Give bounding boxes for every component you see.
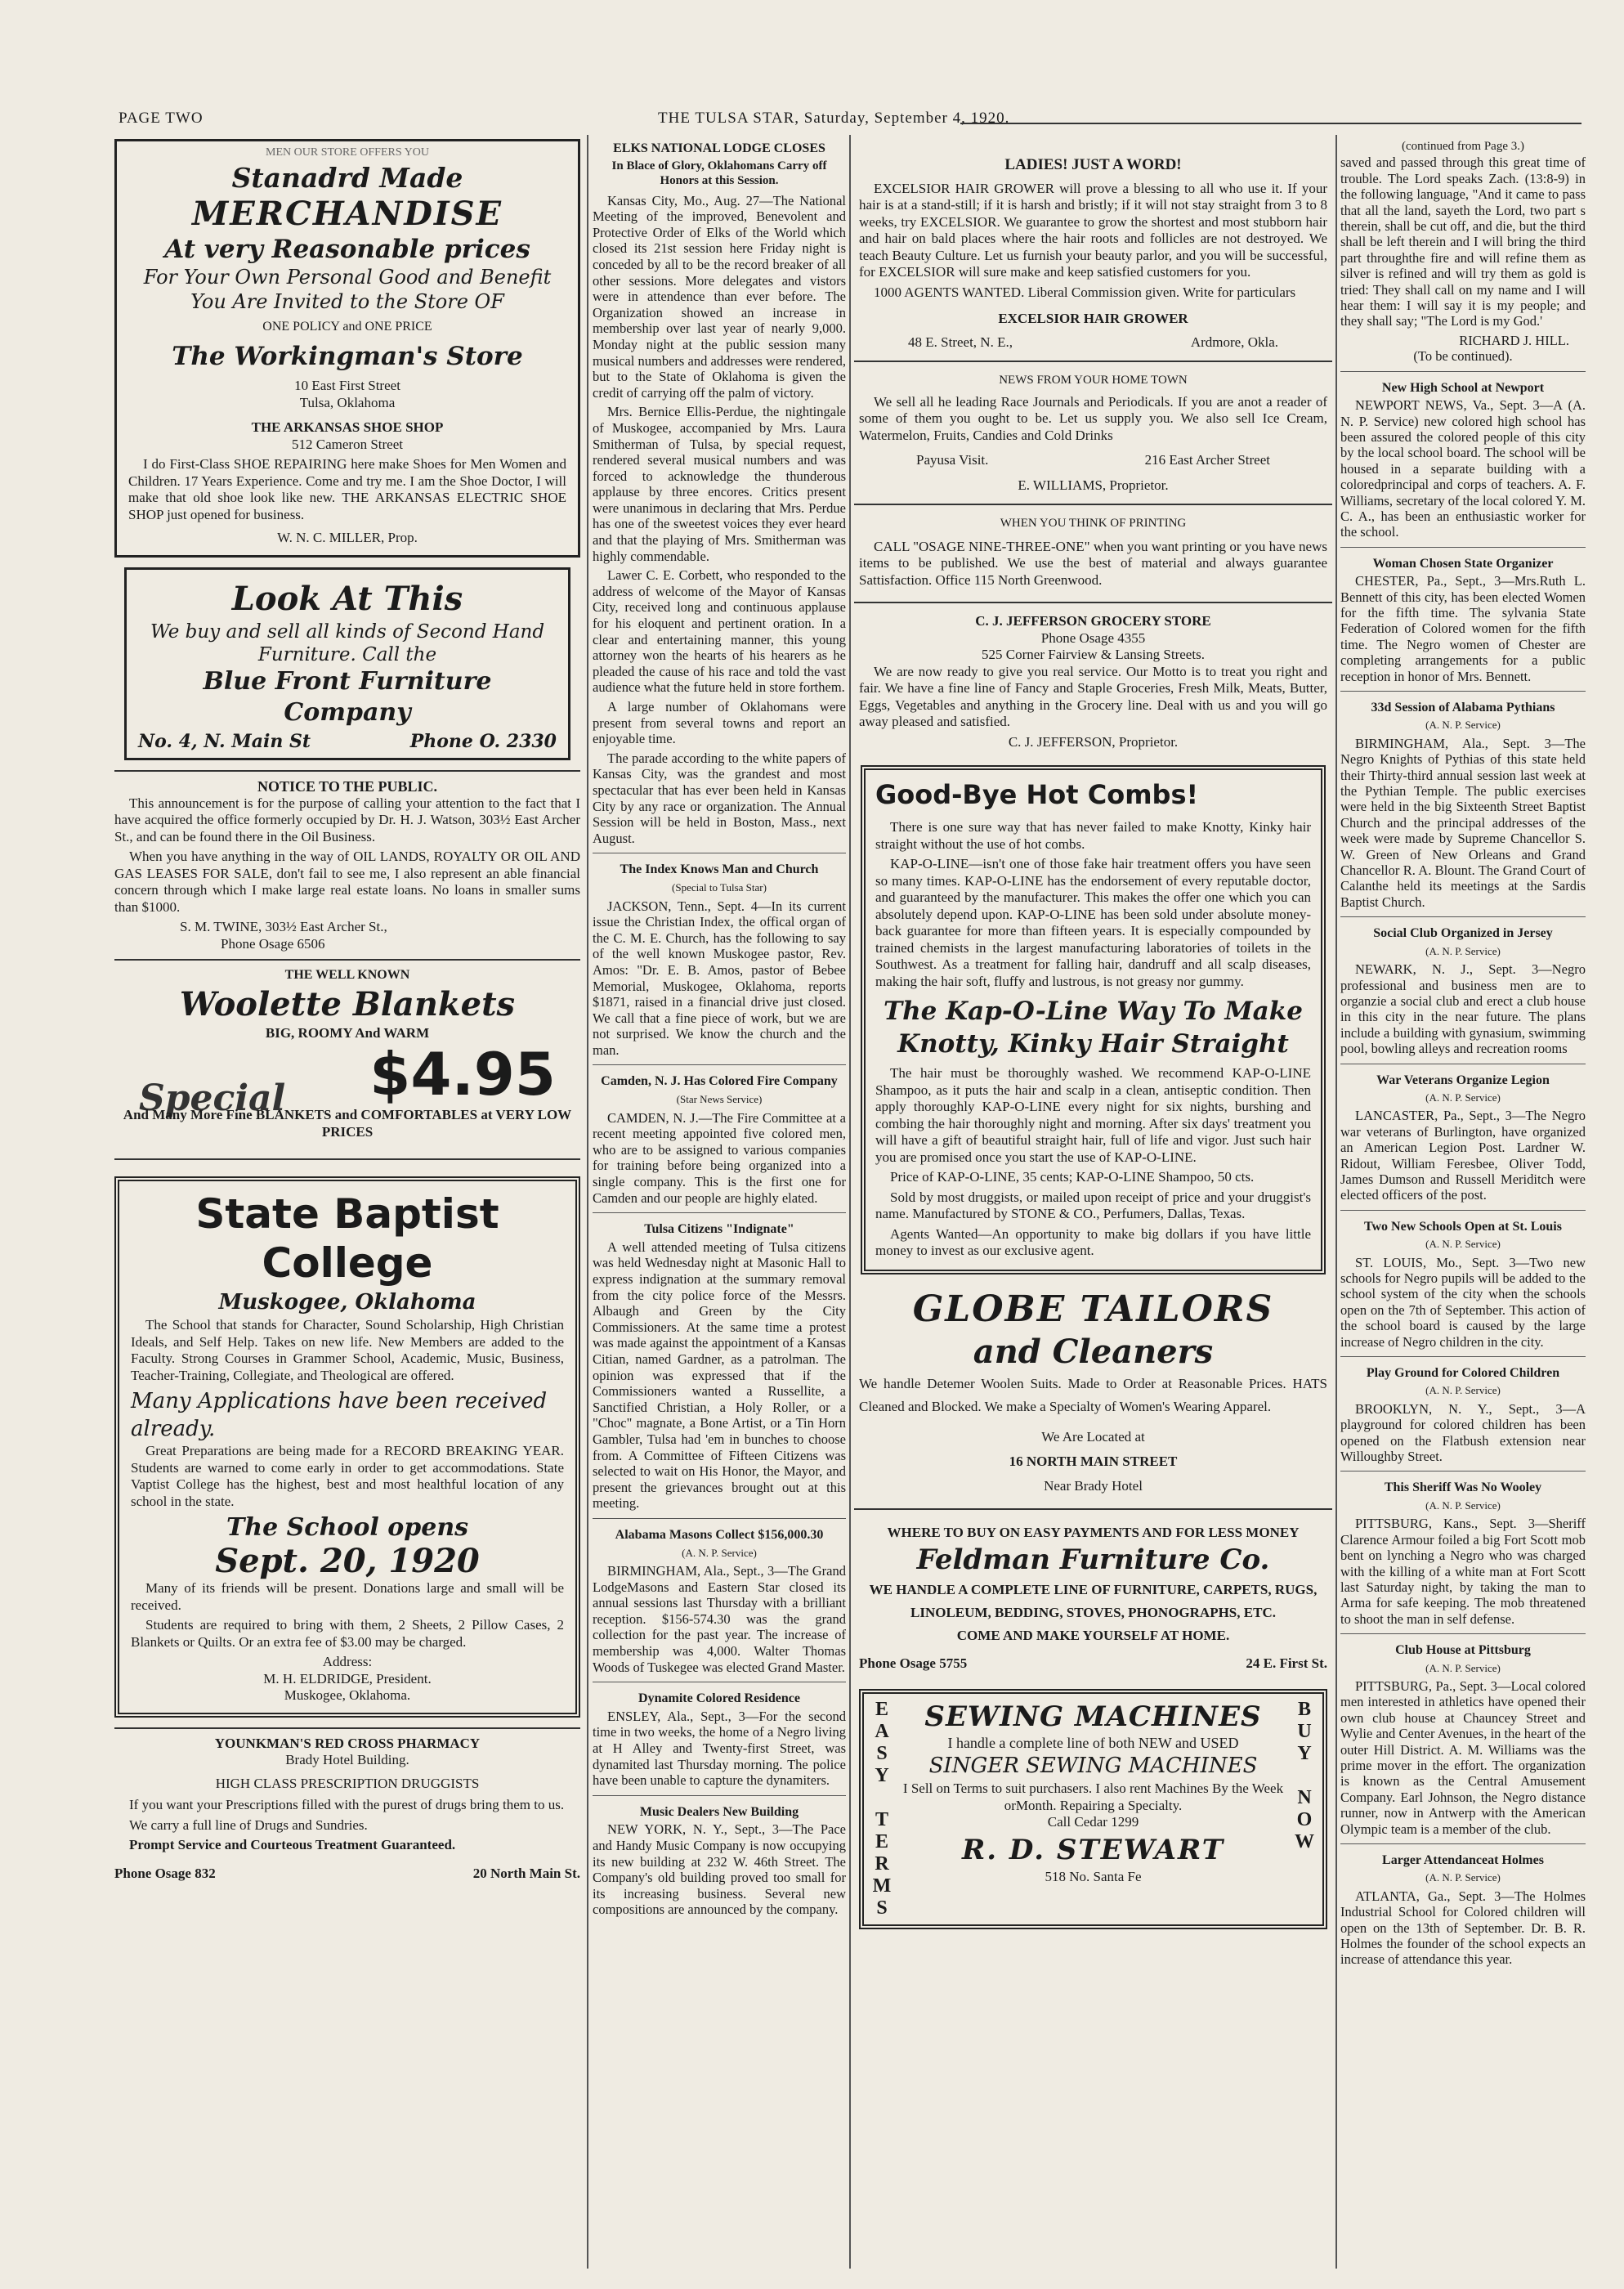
vertical-letter: W (1295, 1830, 1314, 1852)
article-service: (A. N. P. Service) (1425, 1661, 1501, 1674)
vertical-letter: T (875, 1808, 888, 1830)
article-headline: This Sheriff Was No Wooley (1384, 1480, 1542, 1495)
ad-name: R. D. STEWART (962, 1833, 1224, 1866)
news-ad (854, 369, 1332, 497)
ad-line: We buy and sell all kinds of Second Hand Furniture. Call the (150, 620, 545, 665)
ad-address: 518 No. Santa Fe (1045, 1868, 1142, 1884)
college-title: College (262, 1239, 433, 1287)
article-body: A large number of Oklahomans were present from several towns and report an enjoyable time. (593, 699, 846, 747)
article-body: Mrs. Bernice Ellis-Perdue, the nightingale of Muskogee, accompanied by Mrs. Laura Smitherman of Tulsa, by special request, rendered several musical numbers and was forced to acknowledge the thunderous applause by three encores. Critics present were unanimous in declaring that Mrs. Perdue has one of the sweetest voices they ever heard and that the playing of Mrs. Smitherman was highly commendable. (593, 404, 846, 564)
ad-address: 24 E. First St. (1246, 1655, 1327, 1671)
ad-body: 1000 AGENTS WANTED. Liberal Commission given. Write for particulars (874, 284, 1296, 300)
vertical-letter: Y (875, 1764, 889, 1786)
ad-headline: Feldman Furniture Co. (916, 1543, 1270, 1576)
ad-line: For Your Own Personal Good and Benefit You Are Invited to the Store OF (143, 265, 552, 313)
ad-singer: SINGER SEWING MACHINES (928, 1754, 1258, 1778)
article-headline: Woman Chosen State Organizer (1372, 556, 1554, 571)
pharmacy-body: We carry a full line of Drugs and Sundries. (129, 1816, 368, 1833)
ad-headline: C. J. JEFFERSON GROCERY STORE (975, 613, 1211, 629)
ad-body: The hair must be thoroughly washed. We recommend KAP-O-LINE Shampoo, as it puts the hair and scalp in a clean, antiseptic condition. Then apply thoroughly KAP-O-LINE every night for six nights, burshing and combing the hair thoroughly night and morning. After six days' treatment you will have a gift of beautiful straight hair, full of life and vigor. Just such hair you are promised once you start the use of KAP-O-LINE. (875, 1065, 1311, 1165)
easy-terms-vertical (869, 1699, 895, 1919)
ad-lead: WHERE TO BUY ON EASY PAYMENTS AND FOR LESS MONEY (887, 1524, 1300, 1540)
article-headline: ELKS NATIONAL LODGE CLOSES (613, 141, 825, 155)
vertical-letter (869, 1787, 895, 1809)
ad-line: At very Reasonable prices (164, 234, 530, 264)
shoe-shop-address: 512 Cameron Street (292, 436, 403, 452)
article-body: ENSLEY, Ala., Sept., 3—For the second time in two weeks, the home of a Negro living at H Alley and Twenty-first Street, was dynamited last Thursday morning. The police have been unable to capture the dynamiters. (593, 1708, 846, 1789)
article-headline: Club House at Pittsburg (1395, 1643, 1531, 1658)
divider (593, 1518, 846, 1519)
article-body: BIRMINGHAM, Ala., Sept. 3—The Negro Knights of Pythias of this state held their Thirty-third annual session last week at the Pythian Temple. The public exercises were held in the big Sixteenth Street Baptist Church and the principal addresses of the week were made by Supreme Chancellor S. W. Green of New Orleans and Grand Chancellor R. A. Blount. The Grand Court of Calanthe held its meetings at the Sardis Baptist Church. (1340, 735, 1586, 910)
continued-note: (continued from Page 3.) (1402, 140, 1524, 153)
ad-headline: GLOBE TAILORS (912, 1288, 1274, 1330)
article-body: saved and passed through this great time of trouble. The Lord speaks Zach. (13:8-9) in the following language, "And it came to pass that all the land, sayeth the Lord, two part s therein, shall be cut off, and die, but the third shall be left therein and I will bring the third part throughthe fire and will refine them as silver is refined and will try them as gold is tried: They shall call on my name and I will hear them: I will say it is my people; and they shall say; "The Lord is my God.' (1340, 155, 1586, 329)
newspaper-title: THE TULSA STAR, Saturday, September 4, 1920. (658, 110, 1010, 127)
divider (114, 1158, 580, 1160)
ad-line: BIG, ROOMY And WARM (265, 1024, 430, 1041)
ad-phone: Call Cedar 1299 (1047, 1814, 1139, 1830)
column-3 (854, 139, 1332, 1937)
article-service: (A. N. P. Service) (1425, 719, 1501, 732)
grocery-ad (854, 610, 1332, 754)
ad-headline: and Cleaners (973, 1332, 1214, 1371)
ad-body: We sell all he leading Race Journals and Periodicals. If you are anot a reader of some of them you ought to be. Let us supply you. We also sell Ice Cream, Watermelon, Fruits, Candies and Cold Drinks (859, 393, 1327, 443)
ad-city: Ardmore, Okla. (1190, 334, 1278, 350)
article-headline: 33d Session of Alabama Pythians (1371, 701, 1555, 714)
divider (1340, 1843, 1586, 1844)
pharmacy-body: If you want your Prescriptions filled with the purest of drugs bring them to us. (129, 1797, 565, 1812)
article-headline: Music Dealers New Building (639, 1804, 799, 1819)
article-body: A well attended meeting of Tulsa citizens was held Wednesday night at Masonic Hall to express indignation at the summary removal from the city police force of the Messrs. Albaugh and Green by the City Commissioners. At the same time a protest was made against the appointment of a Kansas Citian, named Gardner, as a patrolman. The opinion was expressed that if the Commissioners wanted a Russellite, a Sanctified Christian, a Holy Roller, or a "Choc" magnate, a Bone Artist, or a Tin Horn Gambler, Tulsa had 'em in bunches to choose from. A Committee of Fifteen Citizens was selected to wait on His Honor, the Mayor, and present the grievances brought out at this meeting. (593, 1239, 846, 1512)
ad-body: WE HANDLE A COMPLETE LINE OF FURNITURE, CARPETS, RUGS, LINOLEUM, BEDDING, STOVES, PHONOGRAPHS, ETC. (869, 1582, 1318, 1620)
ad-lead: THE WELL KNOWN (284, 968, 410, 982)
shoe-shop-prop: W. N. C. MILLER, Prop. (277, 530, 418, 545)
vertical-letter: E (875, 1698, 888, 1720)
pharmacy-line: HIGH CLASS PRESCRIPTION DRUGGISTS (215, 1775, 480, 1791)
college-date: Sept. 20, 1920 (215, 1542, 480, 1580)
shoe-shop-title: THE ARKANSAS SHOE SHOP (251, 419, 444, 435)
divider (854, 1508, 1332, 1510)
ad-phone: Phone Osage 4355 (1040, 629, 1146, 646)
article-body: NEWPORT NEWS, Va., Sept. 3—A (A. N. P. Service) new colored high school has been assured the colored people of this city by the local school board. The school will be housed in a separate building with a coloredprincipal and corps of teachers. A. F. Williams, secretary of the local colored Y. M. C. A., has been an enthusiastic worker for the school. (1340, 397, 1586, 540)
divider (854, 504, 1332, 505)
divider (1340, 1210, 1586, 1211)
college-body: The School that stands for Character, Sound Scholarship, High Christian Ideals, and Self Help. Takes on new life. New Members are added to the Faculty. Strong Courses in Grammer School, Academic, Music, Business, Teacher-Training, Collegiate, and Theological are offered. (131, 1317, 564, 1383)
ad-prop: C. J. JEFFERSON, Proprietor. (1008, 733, 1179, 750)
article-body: JACKSON, Tenn., Sept. 4—In its current issue the Christian Index, the offical organ of the C. M. E. Church, has the following to say of the well known Muskogee pastor, Rev. Amos: "Dr. E. B. Amos, pastor of Bebee Memorial, Muskogee, Oklahoma, reports $1871, raised in a financial drive just closed. We call that a fine piece of work, but we are not surprised. We know the church and the man. (593, 898, 846, 1058)
divider (1340, 547, 1586, 548)
college-body: Many of its friends will be present. Donations large and small will be received. (131, 1580, 564, 1613)
ad-address: 525 Corner Fairview & Lansing Streets. (982, 647, 1205, 662)
notice-title: NOTICE TO THE PUBLIC. (257, 778, 438, 795)
ad-location: 16 NORTH MAIN STREET (1009, 1453, 1178, 1469)
ad-visit: Payusa Visit. (916, 452, 989, 468)
article-headline: Play Ground for Colored Children (1366, 1366, 1560, 1381)
company-phone: Phone O. 2330 (409, 730, 557, 752)
column-1 (114, 139, 580, 1882)
pharmacy-sub: Brady Hotel Building. (285, 1752, 409, 1767)
shoe-shop-body: I do First-Class SHOE REPAIRING here make Shoes for Men Women and Children. 17 Years Experience. Come and try me. I am the Shoe Doctor, I will make that old shoe look like new. THE ARKANSAS ELECTRIC SHOE SHOP just opened for business. (128, 456, 566, 522)
notice-body: This announcement is for the purpose of calling your attention to the fact that I have acquired the office formerly occupied by Dr. H. J. Watson, 303½ East Archer St., and can be found there in the Oil Business. (114, 795, 580, 844)
article-body: PITTSBURG, Kans., Sept. 3—Sheriff Clarence Armour foiled a big Fort Scott mob bent on lynching a Negro who was charged with the killing of a white man at Fort Scott last Saturday night, by taking the man to Arma for safe keeping. The mob threatened to shoot the man in self defense. (1340, 1516, 1586, 1627)
ad-body: We are now ready to give you real service. Our Motto is to treat you right and fair. We have a fine line of Fancy and Staple Groceries, Fresh Milk, Meats, Butter, Eggs, Vegetables and anything in the Grocery line. Deal with us and you will go away pleased and satisfied. (859, 663, 1327, 729)
column-divider (1335, 135, 1337, 2269)
vertical-letter: N (1297, 1786, 1312, 1808)
ad-body: KAP-O-LINE—isn't one of those fake hair treatment offers you have seen so many times. KAP-O-LINE has the endorsement of every reputable doctor, and guaranteed by the manufacturer. This makes the offer one which you can absolutely depend upon. KAP-O-LINE has been sold under absolute money-back guarantee for more than fifteen years. It is especially compounded by trained chemists in the largest manufacturing laboratories of toilets in the Southwest. As a treatment for falling hair, dandruff and all scalp diseases, making the hair soft, fluffy and lustrous, is not greasy nor gummy. (875, 856, 1311, 989)
article-body: Kansas City, Mo., Aug. 27—The National Meeting of the improved, Benevolent and Protective Order of Elks of the World which closed its 21st session here Friday night is conceded by all to be the record breaker of all other sessions. More delegates and vistors were in attendence than ever before. The Organization showed an increase in membership over last year of nearly 9,000. Monday night at the public session many musical numbers and addresses were rendered, but to the State of Oklahoma is given the credit of carrying off the palm of victory. (593, 192, 846, 401)
college-opens: The School opens (226, 1513, 469, 1542)
college-ad (114, 1176, 580, 1718)
store-address: 10 East First Street (294, 378, 400, 393)
workingman-ad (114, 139, 580, 558)
article-note: (To be continued). (1413, 348, 1513, 365)
college-place: Muskogee, Oklahoma (218, 1290, 476, 1315)
article-service: (A. N. P. Service) (1425, 1384, 1501, 1397)
top-rule (960, 123, 1581, 124)
article-headline: War Veterans Organize Legion (1376, 1073, 1550, 1087)
notice-sig: S. M. TWINE, 303½ East Archer St., (180, 919, 387, 934)
article-body: ST. LOUIS, Mo., Sept. 3—Two new schools for Negro pupils will be added to the school system of the city when the schools open on the 7th of September. This action of the school board is caused by the large increase of Negro children in the city. (1340, 1254, 1586, 1350)
ad-line: ONE POLICY and ONE PRICE (262, 319, 432, 334)
ad-prop: E. WILLIAMS, Proprietor. (1018, 477, 1169, 493)
article-headline: Two New Schools Open at St. Louis (1364, 1219, 1562, 1234)
vertical-letter: Y (1297, 1742, 1312, 1764)
divider (593, 1064, 846, 1065)
article-headline: Larger Attendanceat Holmes (1382, 1853, 1544, 1867)
divider (1340, 691, 1586, 692)
ad-location: Near Brady Hotel (1044, 1477, 1143, 1494)
pharmacy-body: Prompt Service and Courteous Treatment Guaranteed. (129, 1837, 456, 1852)
divider (1340, 1356, 1586, 1357)
article-body: LANCASTER, Pa., Sept., 3—The Negro war veterans of Burlington, have organized an American Legion Post. Lardner W. Ridout, William Feresbee, Oliver Todd, James Dumson and Russell Meriditch were elected officers of the post. (1340, 1108, 1586, 1203)
article-body: NEWARK, N. J., Sept. 3—Negro professional and business men are to organzie a social club and erect a club house in this city in the near future. The plans include a building with gynasium, swimming pool, bowling alleys and recreation rooms (1340, 961, 1586, 1057)
globe-ad (854, 1284, 1332, 1502)
ad-headline: NEWS FROM YOUR HOME TOWN (999, 374, 1188, 387)
ad-line: And Many More Fine BLANKETS and COMFORTABLES at VERY LOW PRICES (123, 1107, 572, 1140)
divider (1340, 1471, 1586, 1472)
college-body: Great Preparations are being made for a RECORD BREAKING YEAR. Students are warned to come early in order to get accommodations. State Vaptist College has the highest, best and most healthful location of any school in the state. (131, 1443, 564, 1509)
ad-lead: MEN OUR STORE OFFERS YOU (266, 146, 429, 159)
article-body: NEW YORK, N. Y., Sept., 3—The Pace and Handy Music Company is now occupying its new building at 232 W. 46th Street. The Company's old building proved too small for its increasing business. Several new compositions are announced by the company. (593, 1821, 846, 1918)
store-address: Tulsa, Oklahoma (299, 394, 396, 410)
college-body: Students are required to bring with them, 2 Sheets, 2 Pillow Cases, 2 Blankets or Quilts. Or an extra fee of $3.00 may be charged. (131, 1617, 564, 1650)
college-address: M. H. ELDRIDGE, President. (263, 1670, 432, 1687)
article-subhead: In Blace of Glory, Oklahomans Carry off Honors at this Session. (611, 159, 827, 187)
vertical-letter: S (876, 1742, 888, 1764)
divider (114, 1727, 580, 1729)
masthead (119, 105, 1573, 131)
article-headline: Alabama Masons Collect $156,000.30 (615, 1527, 824, 1542)
ad-body: COME AND MAKE YOURSELF AT HOME. (956, 1628, 1230, 1643)
ad-phone: Phone Osage 5755 (859, 1655, 968, 1671)
article-service: (A. N. P. Service) (1425, 1498, 1501, 1512)
special-label: Special (139, 1077, 286, 1119)
divider (1340, 1633, 1586, 1634)
article-body: CHESTER, Pa., Sept., 3—Mrs.Ruth L. Bennett of this city, has been elected Women for the fifth time. The sylvania State Federation of Colored women for the fifth time. The Negro women of Chester are completing arrangements for a public reception in honor of Mrs. Bennett. (1340, 573, 1586, 684)
divider (593, 1795, 846, 1796)
printing-ad (854, 512, 1332, 595)
vertical-letter: M (872, 1875, 892, 1897)
pharmacy-ad (114, 1736, 580, 1883)
pharmacy-address: 20 North Main St. (472, 1865, 580, 1881)
article-sig: RICHARD J. HILL. (1459, 332, 1569, 348)
article-headline: The Index Knows Man and Church (620, 862, 819, 877)
ad-headline: Look At This (231, 579, 463, 618)
vertical-letter: R (875, 1852, 889, 1875)
ad-line: Stanadrd Made (231, 161, 463, 194)
divider (854, 602, 1332, 603)
divider (114, 959, 580, 961)
college-title: State Baptist (195, 1190, 499, 1238)
ad-body: Sold by most druggists, or mailed upon receipt of price and your druggist's name. Manufactured by STONE & CO., Perfumers, Dallas, Texas. (875, 1189, 1311, 1221)
college-address-label: Address: (322, 1654, 373, 1669)
article-body: The parade according to the white papers of Kansas City, was the grandest and most spectacular that has ever been held in Kansas City by any race or organization. The Annual Session will be held in Boston, Mass., next August. (593, 750, 846, 846)
article-body: BROOKLYN, N. Y., Sept., 3—A playground for colored children has been opened on the Flatbush extension near Willoughby Street. (1340, 1400, 1586, 1465)
page-number: PAGE TWO (119, 110, 204, 127)
ad-headline: SEWING MACHINES (924, 1700, 1262, 1733)
ad-address: 216 East Archer Street (1144, 452, 1270, 468)
store-name: The Workingman's Store (172, 342, 523, 371)
article-service: (A. N. P. Service) (1425, 1871, 1501, 1884)
article-service: (A. N. P. Service) (682, 1546, 757, 1559)
vertical-letter: S (876, 1897, 888, 1919)
ad-headline: MERCHANDISE (191, 194, 503, 233)
column-divider (849, 135, 851, 2269)
feldman-ad (854, 1516, 1332, 1681)
divider (1340, 916, 1586, 917)
article-body: Lawer C. E. Corbett, who responded to the address of welcome of the Mayor of Kansas City, received long and continuous applause for his eloquent and pertinent oration. In a clear and entertaining manner, this young attorney won the hearts of his hearers as he pleaded the cause of his race and told the vast audience what the future held in store forthem. (593, 567, 846, 696)
column-4 (1340, 139, 1586, 1971)
ad-location: We Are Located at (1041, 1428, 1145, 1445)
column-divider (587, 135, 588, 2269)
company-address: No. 4, N. Main St (138, 730, 311, 752)
ad-body: EXCELSIOR HAIR GROWER will prove a blessing to all who use it. If your hair is at a stand-still; if it is harsh and bristly; if it will not stay straight from 3 to 8 weeks, try EXCELSIOR. We guarantee to grow the shortest and most stubborn hair and hair on bald places where the hair roots and follicles are not destroyed. We teach Beauty Culture. Let us furnish your beauty parlor, and you will be successful, for EXCELSIOR will sure make and keep satisfied customers for you. (859, 180, 1327, 280)
vertical-letter: B (1297, 1698, 1311, 1720)
pharmacy-phone: Phone Osage 832 (114, 1865, 216, 1881)
divider (593, 1212, 846, 1213)
ad-body: Agents Wanted—An opportunity to make big dollars if you have little money to invest as our exclusive agent. (875, 1225, 1311, 1258)
article-headline: New High School at Newport (1381, 380, 1545, 395)
divider (854, 361, 1332, 362)
ad-headline: LADIES! JUST A WORD! (1004, 156, 1182, 173)
woolette-ad (114, 967, 580, 1140)
vertical-letter: E (875, 1830, 888, 1852)
ad-headline: Woolette Blankets (179, 984, 516, 1024)
sewing-ad (859, 1689, 1327, 1929)
article-headline: Tulsa Citizens "Indignate" (644, 1222, 794, 1237)
vertical-letter: A (875, 1720, 889, 1742)
vertical-letter: U (1297, 1720, 1312, 1742)
ad-body: CALL "OSAGE NINE-THREE-ONE" when you want printing or you have news items to be published. We use the best of material and always guarantee Sattisfaction. Office 115 North Greenwood. (859, 538, 1327, 588)
article-headline: Social Club Organized in Jersey (1373, 926, 1553, 941)
ad-body: We handle Detemer Woolen Suits. Made to Order at Reasonable Prices. HATS Cleaned and Blocked. We make a Specialty of Women's Wearing Apparel. (859, 1375, 1327, 1414)
ad-headline: Good-Bye Hot Combs! (875, 779, 1199, 810)
ad-address: 48 E. Street, N. E., (908, 334, 1013, 350)
kapoline-ad (861, 765, 1326, 1274)
ad-name: EXCELSIOR HAIR GROWER (998, 311, 1188, 326)
notice-ad (114, 778, 580, 952)
excelsior-ad (854, 139, 1332, 354)
article-body: ATLANTA, Ga., Sept. 3—The Holmes Industrial School for Colored children will open on the 13th of September. Dr. B. R. Holmes the founder of the school expects an increase of attendance this year. (1340, 1888, 1586, 1968)
blue-front-ad (124, 567, 570, 761)
column-2 (593, 139, 846, 1921)
college-address: Muskogee, Oklahoma. (284, 1687, 411, 1703)
ad-body: I Sell on Terms to suit purchasers. I also rent Machines By the Week orMonth. Repairing a Specialty. (902, 1781, 1284, 1813)
article-headline: Dynamite Colored Residence (638, 1691, 800, 1706)
article-service: (A. N. P. Service) (1425, 1091, 1501, 1104)
article-service: (Special to Tulsa Star) (672, 880, 767, 894)
notice-body: When you have anything in the way of OIL LANDS, ROYALTY OR OIL AND GAS LEASES FOR SALE, don't fail to see me, I also represent an able financial concern through which I make large real estate loans. No loans in smaller sums than $1000. (114, 849, 580, 915)
article-headline: Camden, N. J. Has Colored Fire Company (601, 1074, 838, 1089)
company-name: Blue Front Furniture Company (203, 666, 492, 727)
price: $4.95 (369, 1040, 556, 1109)
divider (114, 770, 580, 772)
article-body: CAMDEN, N. J.—The Fire Committee at a recent meeting appointed five colored men, who are to be assigned to various companies for training before being organized into a single company. This is the first one for Camden and our people are highly elated. (593, 1109, 846, 1206)
vertical-letter: O (1296, 1808, 1313, 1830)
ad-body: I handle a complete line of both NEW and USED (947, 1734, 1239, 1751)
ad-body: Price of KAP-O-LINE, 35 cents; KAP-O-LINE Shampoo, 50 cts. (890, 1169, 1255, 1185)
college-many: Many Applications have been received already. (131, 1389, 548, 1441)
article-service: (A. N. P. Service) (1425, 944, 1501, 957)
ad-body: There is one sure way that has never failed to make Knotty, Kinky hair straight without the use of hot combs. (875, 819, 1311, 852)
buy-now-vertical (1291, 1699, 1318, 1919)
ad-slogan: The Kap-O-Line Way To Make Knotty, Kinky Hair Straight (884, 997, 1303, 1059)
article-service: (A. N. P. Service) (1425, 1238, 1501, 1251)
article-service: (Star News Service) (676, 1093, 763, 1106)
divider (1340, 371, 1586, 372)
pharmacy-title: YOUNKMAN'S RED CROSS PHARMACY (214, 1735, 481, 1751)
vertical-letter (1291, 1765, 1318, 1787)
ad-headline: WHEN YOU THINK OF PRINTING (1000, 517, 1187, 530)
notice-sig: Phone Osage 6506 (221, 935, 325, 952)
article-body: PITTSBURG, Pa., Sept. 3—Local colored men interested in athletics have opened their own club house at Chauncey Street and Wylie and Center Avenues, in the heart of the outer Hill District. A. M. Williams was the prime mover in the effort. The organization is known as the Central Amusement Company. Earl Johnson, the Negro distance runner, now in Antwerp with the American Olympic team is a member of the club. (1340, 1678, 1586, 1837)
article-body: BIRMINGHAM, Ala., Sept., 3—The Grand LodgeMasons and Eastern Star closed its annual sessions last Thursday with a brilliant reception. $156-574.30 was the grand collection for the past year. The increase of membership was 4,000. Walter Thomas Woods of Tuskegee was elected Grand Master. (593, 1563, 846, 1675)
